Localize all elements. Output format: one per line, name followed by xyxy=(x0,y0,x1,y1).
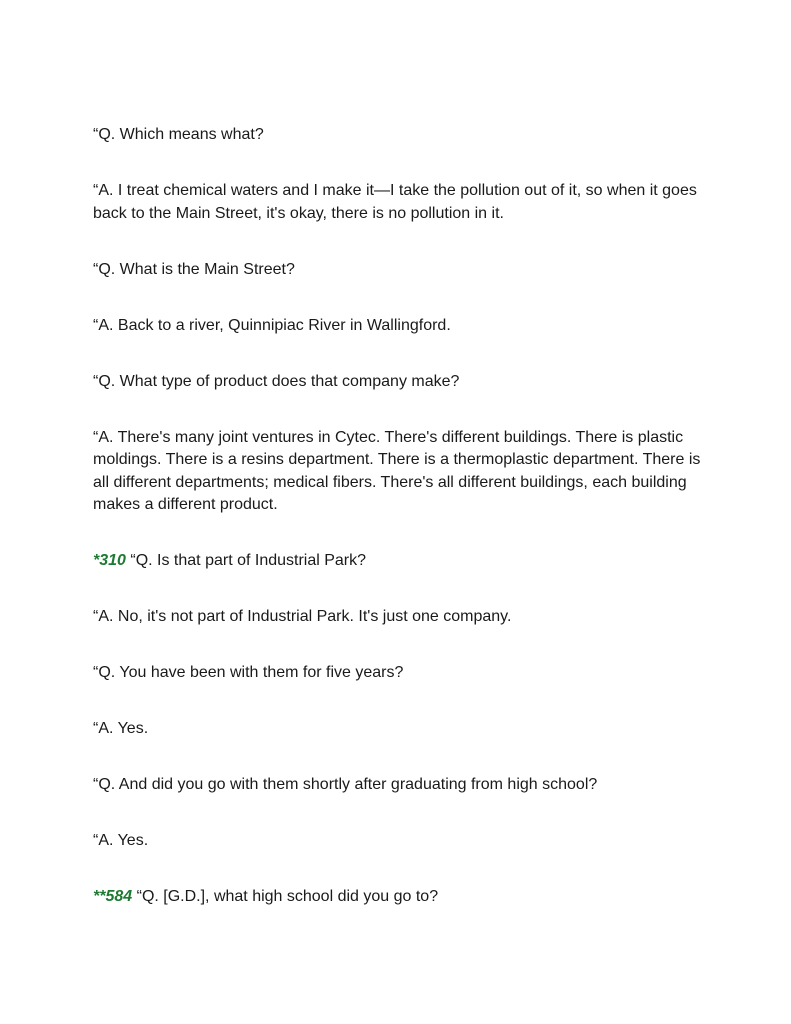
transcript-paragraph-4 xyxy=(93,315,703,338)
paragraph-text: “A. No, it's not part of Industrial Park. It's just one company. xyxy=(93,608,512,625)
paragraph-text: “A. Yes. xyxy=(93,832,149,849)
paragraph-text: “A. Back to a river, Quinnipiac River in Wallingford. xyxy=(93,316,451,334)
document-body xyxy=(93,124,703,942)
paragraph-text: “A. Yes. xyxy=(93,720,149,737)
transcript-paragraph-10 xyxy=(93,718,703,741)
page-marker: *310 xyxy=(93,552,126,569)
transcript-paragraph-5 xyxy=(93,371,703,394)
transcript-paragraph-6 xyxy=(93,427,703,517)
transcript-paragraph-7 xyxy=(93,550,703,573)
transcript-paragraph-1 xyxy=(93,124,703,147)
transcript-paragraph-11 xyxy=(93,774,703,797)
transcript-paragraph-12 xyxy=(93,830,703,853)
transcript-paragraph-8 xyxy=(93,606,703,629)
transcript-paragraph-13 xyxy=(93,886,703,909)
page-marker: **584 xyxy=(93,888,133,905)
transcript-paragraph-3 xyxy=(93,259,703,282)
paragraph-text: “Q. You have been with them for five years? xyxy=(93,664,404,681)
transcript-paragraph-2 xyxy=(93,180,703,225)
paragraph-text: “Q. [G.D.], what high school did you go to? xyxy=(136,888,439,905)
paragraph-text: “Q. Which means what? xyxy=(93,126,264,143)
paragraph-text: “Q. And did you go with them shortly after graduating from high school? xyxy=(93,776,598,793)
paragraph-text: “Q. Is that part of Industrial Park? xyxy=(130,552,367,569)
paragraph-text: “A. There's many joint ventures in Cytec. There's different buildings. There is plastic moldings. There is a resins department. There is a thermoplastic department. There is all different departments; medical fibers. There's all different buildings, each building makes a different product. xyxy=(93,428,701,513)
paragraph-text: “A. I treat chemical waters and I make it—I take the pollution out of it, so when it goes back to the Main Street, it's okay, there is no pollution in it. xyxy=(93,182,697,222)
paragraph-text: “Q. What is the Main Street? xyxy=(93,260,295,278)
paragraph-text: “Q. What type of product does that company make? xyxy=(93,372,460,390)
transcript-paragraph-9 xyxy=(93,662,703,685)
